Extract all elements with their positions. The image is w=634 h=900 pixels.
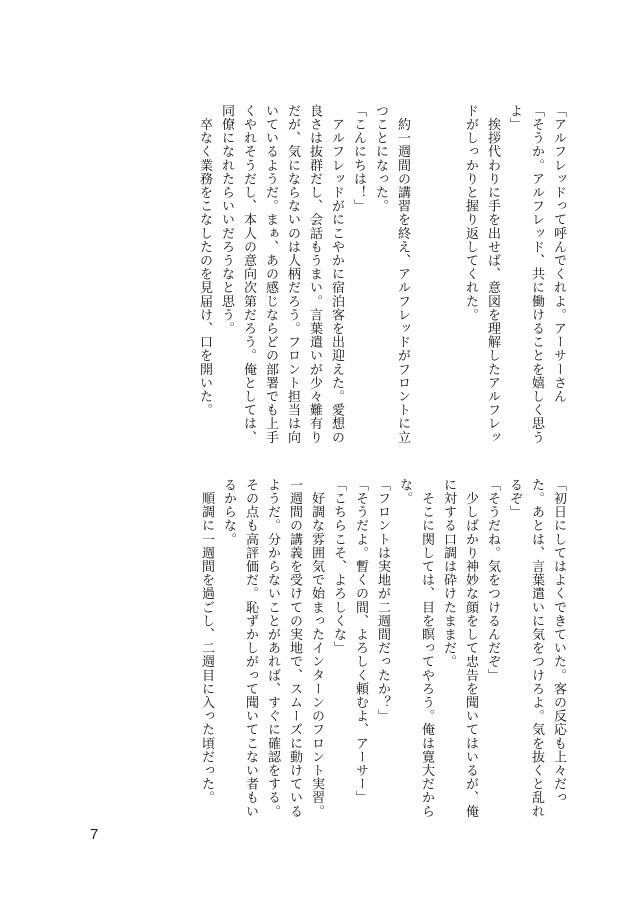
text-line: な。 (397, 478, 412, 506)
text-line: 「そうだね。気をつけるんだぞ」 (485, 478, 500, 682)
text-line: 同僚になれたらいいだろうなと思う。 (219, 104, 234, 336)
text-line: 「アルフレッドって呼んでくれよ。アーサーさん (551, 104, 566, 404)
text-line: アルフレッドがにこやかに宿泊客を出迎えた。愛想の (329, 104, 344, 444)
text-line: 約一週間の講習を終え、アルフレッドがフロントに立 (395, 104, 410, 444)
text-line: 「そうか。アルフレッド、共に働けることを嬉しく思う (529, 104, 544, 444)
text-line: ようだ。分からないことがあれば、すぐに確認をする。 (265, 478, 280, 818)
text-line: いているようだ。まぁ、あの感じならどの部署でも上手 (263, 104, 278, 444)
text-line: 好調な雰囲気で始まったインターンのフロント実習。 (309, 478, 324, 818)
page-number: 7 (90, 826, 99, 843)
text-line: 良さは抜群だし、会話もうまい。言葉遣いが少々難有り (307, 104, 322, 444)
text-line: 順調に一週間を過ごし、二週目に入った頃だった。 (199, 478, 214, 805)
text-line: ドがしっかりと握り返してくれた。 (463, 104, 478, 322)
text-line: 「そうだよ。暫くの間、よろしく頼むよ、アーサー」 (353, 478, 368, 805)
text-line: 挨拶代わりに手を出せば、意図を理解したアルフレッ (485, 104, 500, 444)
text-line: に対する口調は砕けたままだ。 (441, 478, 456, 669)
text-line: 「こんにちは！」 (351, 104, 366, 213)
text-line: 「こちらこそ、よろしくな」 (331, 478, 346, 655)
text-line: 一週間の講義を受けての実地で、スムーズに動けている (287, 478, 302, 818)
text-line: 「初日にしてはよくできていた。客の反応も上々だっ (551, 478, 566, 805)
text-line: その点も高評価だ。恥ずかしがって聞いてこない者もい (243, 478, 258, 818)
text-line: だが、気にならないのは人柄だろう。フロント担当は向 (285, 104, 300, 444)
text-line: 少しばかり神妙な顔をして忠告を聞いてはいるが、俺 (463, 478, 478, 818)
text-line: よ」 (507, 104, 522, 132)
text-line: た。あとは、言葉遣いに気をつけろよ。気を抜くと乱れ (529, 478, 544, 818)
text-line: 「フロントは実地が二週間だったか？」 (375, 478, 390, 723)
text-line: 卒なく業務をこなしたのを見届け、口を開いた。 (197, 104, 212, 417)
text-line: くやれそうだし、本人の意向次第だろう。俺としては、 (241, 104, 256, 444)
text-line: そこに関しては、目を瞑ってやろう。俺は寛大だから (419, 478, 434, 818)
text-line: るからな。 (221, 478, 236, 546)
text-line: つことになった。 (373, 104, 388, 213)
text-line: るぞ」 (507, 478, 522, 519)
